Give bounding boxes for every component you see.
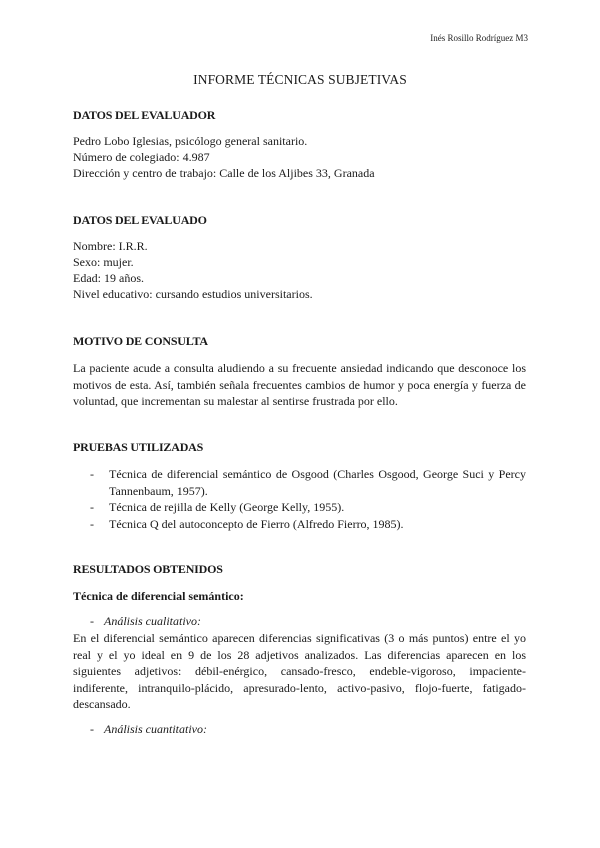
section-heading-motivo: MOTIVO DE CONSULTA bbox=[73, 334, 208, 348]
list-item-text: Técnica Q del autoconcepto de Fierro (Alfredo Fierro, 1985). bbox=[109, 517, 404, 531]
evaluado-line: Nivel educativo: cursando estudios universitarios. bbox=[73, 287, 313, 301]
section-heading-evaluado: DATOS DEL EVALUADO bbox=[73, 213, 207, 227]
list-item-text: Técnica de diferencial semántico de Osgood (Charles Osgood, George Suci y Percy Tannenbaum, 1957). bbox=[109, 467, 526, 498]
evaluador-line: Dirección y centro de trabajo: Calle de los Aljibes 33, Granada bbox=[73, 166, 375, 180]
bullet-dash: - bbox=[90, 614, 94, 628]
section-heading-resultados: RESULTADOS OBTENIDOS bbox=[73, 562, 223, 576]
list-item-cuantitativo bbox=[90, 722, 207, 737]
page-header-author: Inés Rosillo Rodríguez M3 bbox=[430, 33, 528, 43]
subheading-diferencial: Técnica de diferencial semántico: bbox=[73, 589, 244, 603]
section-heading-evaluador: DATOS DEL EVALUADOR bbox=[73, 108, 216, 122]
evaluado-line: Edad: 19 años. bbox=[73, 271, 144, 285]
bullet-dash: - bbox=[90, 500, 94, 514]
list-item bbox=[90, 516, 526, 533]
cualitativo-paragraph: En el diferencial semántico aparecen diferencias significativas (3 o más puntos) entre el yo real y el yo ideal en 9 de los 28 adjetivos analizados. Las diferencias aparecen en los siguientes adjetivos: débil-enérgico, cansado-fresco, endeble-vigoroso, impaciente-indiferente, intranquilo-plácido, apresurado-lento, activo-pasivo, flojo-fuerte, fatigado-descansado. bbox=[73, 631, 526, 711]
list-item bbox=[90, 499, 526, 516]
bullet-dash: - bbox=[90, 722, 94, 736]
list-item bbox=[90, 466, 526, 499]
bullet-dash: - bbox=[90, 517, 94, 531]
cuantitativo-label: Análisis cuantitativo: bbox=[104, 722, 207, 736]
evaluador-line: Número de colegiado: 4.987 bbox=[73, 150, 210, 164]
evaluado-line: Sexo: mujer. bbox=[73, 255, 134, 269]
bullet-dash: - bbox=[90, 467, 94, 481]
cualitativo-label: Análisis cualitativo: bbox=[104, 614, 201, 628]
list-item-text: Técnica de rejilla de Kelly (George Kelly, 1955). bbox=[109, 500, 345, 514]
list-item-cualitativo bbox=[90, 614, 201, 629]
evaluador-line: Pedro Lobo Iglesias, psicólogo general sanitario. bbox=[73, 134, 308, 148]
motivo-paragraph: La paciente acude a consulta aludiendo a su frecuente ansiedad indicando que desconoce los motivos de esta. Así, también señala frecuentes cambios de humor y poca energía y fuerza de voluntad, que incrementan su malestar al sentirse frustrada por ello. bbox=[73, 361, 526, 408]
document-title: INFORME TÉCNICAS SUBJETIVAS bbox=[193, 72, 407, 87]
section-heading-pruebas: PRUEBAS UTILIZADAS bbox=[73, 440, 204, 454]
evaluado-line: Nombre: I.R.R. bbox=[73, 239, 148, 253]
